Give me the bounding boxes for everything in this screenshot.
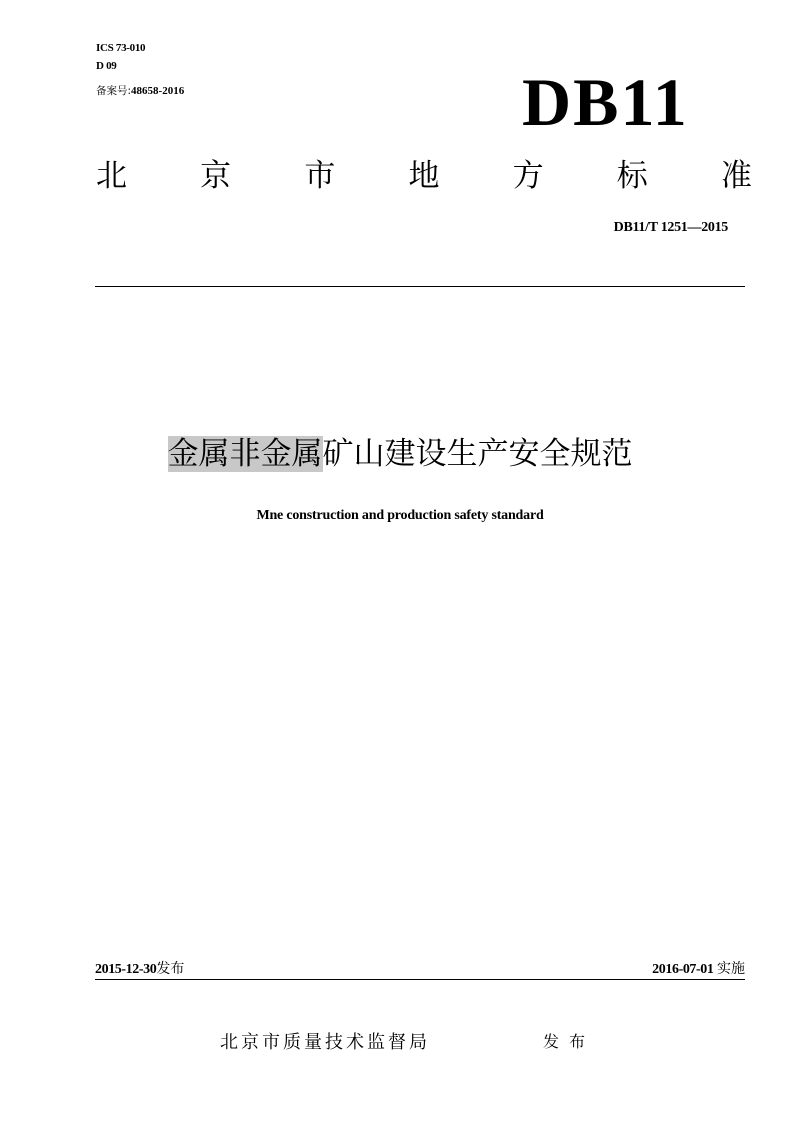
document-title bbox=[0, 432, 800, 476]
standard-type-heading bbox=[96, 156, 752, 196]
standard-type-char: 标 bbox=[616, 158, 648, 194]
title-text: 矿山建设生产安全规范 bbox=[322, 436, 633, 472]
issue-label: 发布 bbox=[543, 1032, 596, 1051]
ics-code: ICS 73-010 bbox=[96, 42, 146, 54]
english-subtitle: Mne construction and production safety standard bbox=[256, 508, 544, 523]
filing-number-line bbox=[96, 83, 184, 99]
implement-date: 2016-07-01 bbox=[652, 962, 714, 977]
publish-date: 2015-12-30 bbox=[95, 962, 157, 977]
filing-label: 备案号: bbox=[96, 85, 132, 97]
publish-label: 发布 bbox=[156, 961, 185, 977]
standard-type-char: 京 bbox=[200, 158, 232, 194]
title-highlighted-text[interactable]: 金属非金属 bbox=[167, 436, 323, 472]
implement-label: 实施 bbox=[717, 961, 745, 977]
standard-type-char: 准 bbox=[720, 158, 752, 194]
db11-logo: DB11 bbox=[522, 64, 689, 140]
filing-number: 48658-2016 bbox=[131, 85, 185, 97]
standard-number: DB11/T 1251—2015 bbox=[613, 220, 728, 235]
implement-date-line bbox=[652, 959, 745, 980]
standard-type-char: 方 bbox=[512, 158, 544, 194]
standard-type-char: 地 bbox=[408, 158, 440, 194]
standard-type-char: 北 bbox=[96, 158, 127, 194]
header-divider bbox=[95, 286, 745, 287]
publish-date-line bbox=[95, 959, 184, 980]
standard-type-char: 市 bbox=[304, 158, 336, 194]
classification-code: D 09 bbox=[96, 60, 117, 72]
issuing-authority: 北京市质量技术监督局 bbox=[220, 1032, 430, 1053]
footer-divider bbox=[95, 979, 745, 980]
